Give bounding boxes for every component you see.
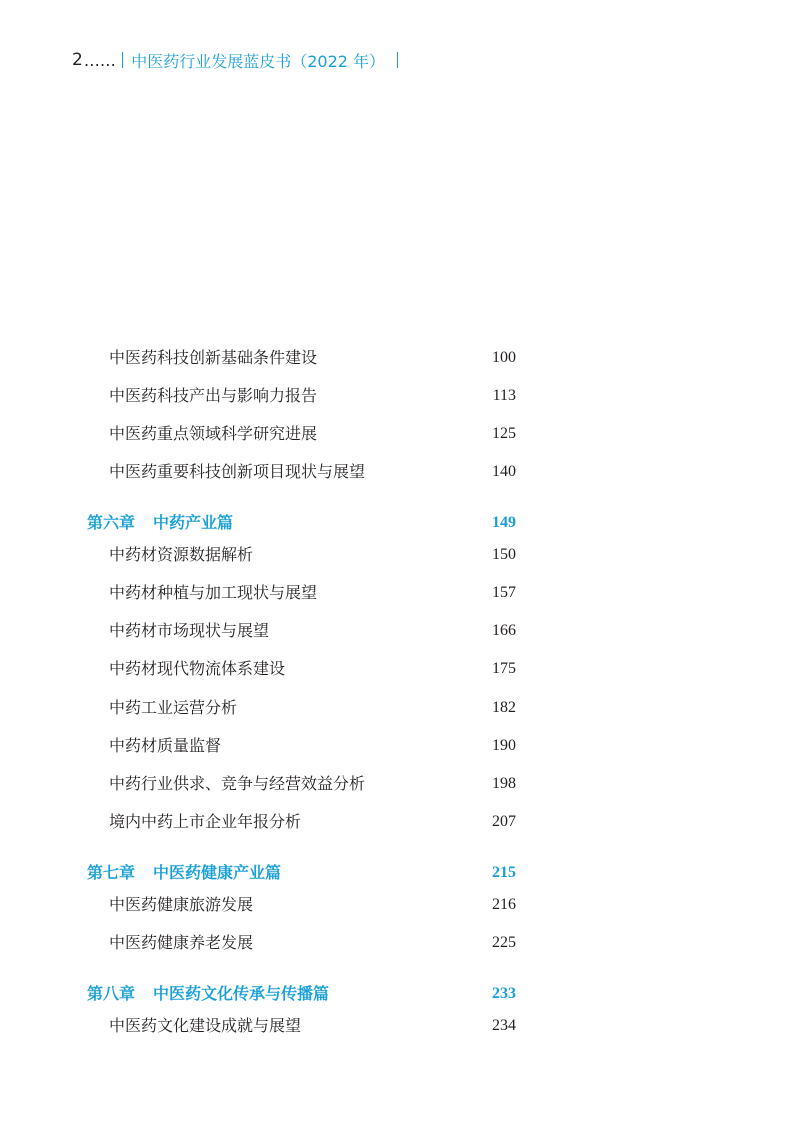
toc-entry-title: 中医药文化建设成就与展望 xyxy=(109,1016,302,1035)
toc-entry-title: 中药工业运营分析 xyxy=(109,698,238,717)
toc-entry[interactable] xyxy=(0,1013,800,1039)
page-number: 2 xyxy=(72,50,83,70)
toc-entry-page: 234 xyxy=(492,1017,516,1034)
toc-entry-page: 125 xyxy=(492,425,516,442)
chapter-heading xyxy=(87,510,233,536)
toc-entry-title: 中药材种植与加工现状与展望 xyxy=(109,583,318,602)
chapter-number: 第七章 xyxy=(87,863,136,882)
toc-entry-title: 中药行业供求、竞争与经营效益分析 xyxy=(109,774,366,793)
toc-entry-page: 166 xyxy=(492,622,516,639)
chapter-heading xyxy=(87,981,329,1007)
toc-entry-page: 216 xyxy=(492,896,516,913)
toc-entry-title: 中医药重要科技创新项目现状与展望 xyxy=(109,462,366,481)
toc-entry-title: 中医药健康养老发展 xyxy=(109,933,254,952)
chapter-page: 215 xyxy=(492,864,516,881)
toc-entry-page: 140 xyxy=(492,463,516,480)
toc-entry-title: 中药材质量监督 xyxy=(109,736,222,755)
chapter-number: 第八章 xyxy=(87,984,136,1003)
toc-chapter-6[interactable] xyxy=(0,510,800,536)
toc-entry-title: 境内中药上市企业年报分析 xyxy=(109,812,302,831)
toc-entry-page: 225 xyxy=(492,934,516,951)
toc-entry-page: 113 xyxy=(492,387,516,404)
toc-entry-title: 中医药重点领域科学研究进展 xyxy=(109,424,318,443)
toc-entry-title: 中药材资源数据解析 xyxy=(109,545,254,564)
chapter-page: 149 xyxy=(492,514,516,531)
toc-entry-page: 100 xyxy=(492,349,516,366)
toc-entry[interactable] xyxy=(0,771,800,797)
toc-entry[interactable] xyxy=(0,459,800,485)
toc-entry-page: 157 xyxy=(492,584,516,601)
toc-entry-title: 中医药健康旅游发展 xyxy=(109,895,254,914)
chapter-page: 233 xyxy=(492,985,516,1002)
toc-entry[interactable] xyxy=(0,421,800,447)
toc-entry[interactable] xyxy=(0,809,800,835)
toc-entry-page: 207 xyxy=(492,813,516,830)
toc-entry-page: 190 xyxy=(492,737,516,754)
toc-entry-page: 175 xyxy=(492,660,516,677)
toc-entry-page: 150 xyxy=(492,546,516,563)
chapter-heading xyxy=(87,860,281,886)
toc-entry-page: 182 xyxy=(492,699,516,716)
toc-entry[interactable] xyxy=(0,345,800,371)
toc-entry[interactable] xyxy=(0,542,800,568)
toc-entry-title: 中药材市场现状与展望 xyxy=(109,621,270,640)
chapter-name: 中药产业篇 xyxy=(153,513,234,532)
book-title: 中医药行业发展蓝皮书（2022 年） xyxy=(131,51,386,71)
toc-entry[interactable] xyxy=(0,383,800,409)
chapter-number: 第六章 xyxy=(87,513,136,532)
toc-entry-title: 中医药科技产出与影响力报告 xyxy=(109,386,318,405)
toc-entry[interactable] xyxy=(0,618,800,644)
toc-entry[interactable] xyxy=(0,930,800,956)
toc-chapter-7[interactable] xyxy=(0,860,800,886)
toc-entry[interactable] xyxy=(0,580,800,606)
toc-entry[interactable] xyxy=(0,695,800,721)
leader-dots: …… xyxy=(83,50,116,70)
chapter-name: 中医药健康产业篇 xyxy=(153,863,282,882)
toc-entry[interactable] xyxy=(0,892,800,918)
toc-entry-page: 198 xyxy=(492,775,516,792)
toc-entry-title: 中医药科技创新基础条件建设 xyxy=(109,348,318,367)
toc-chapter-8[interactable] xyxy=(0,981,800,1007)
toc-entry-title: 中药材现代物流体系建设 xyxy=(109,659,286,678)
chapter-name: 中医药文化传承与传播篇 xyxy=(153,984,330,1003)
toc-entry[interactable] xyxy=(0,656,800,682)
toc-entry[interactable] xyxy=(0,733,800,759)
